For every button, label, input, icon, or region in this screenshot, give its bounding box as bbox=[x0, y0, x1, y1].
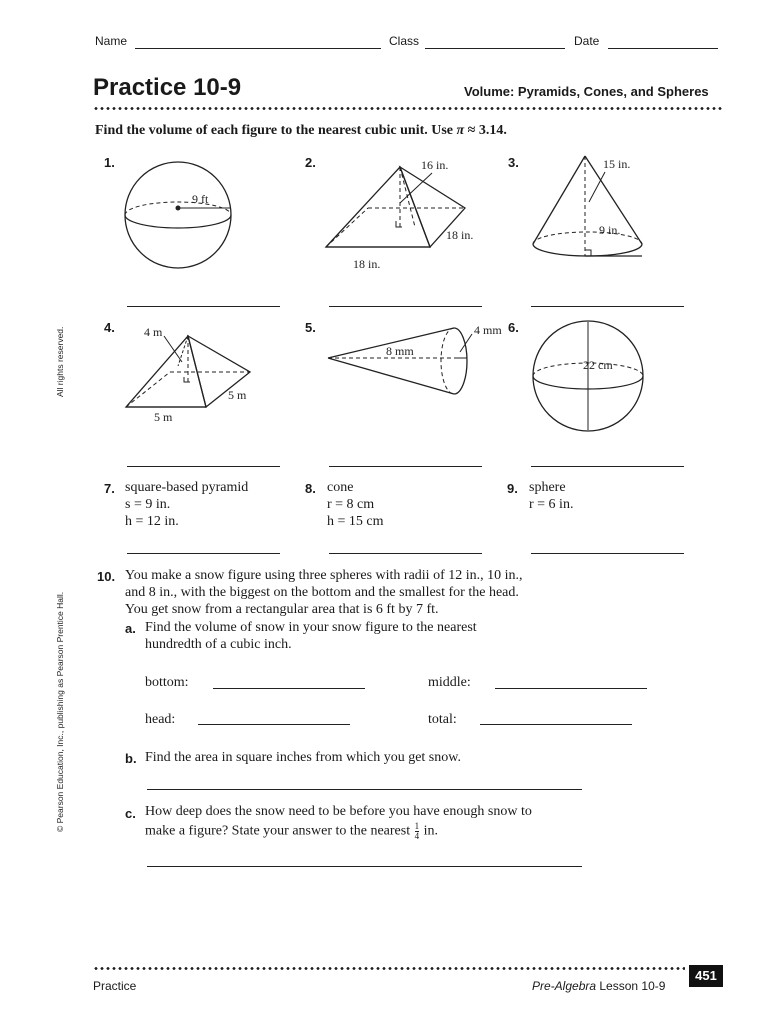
total-label: total: bbox=[428, 712, 457, 727]
head-answer-line[interactable] bbox=[198, 724, 350, 725]
problem-number-2: 2. bbox=[305, 155, 316, 170]
figure-4-slant-label: 4 m bbox=[144, 325, 163, 339]
problem-7-param-1: s = 9 in. bbox=[125, 497, 171, 512]
problem-9-param-1: r = 6 in. bbox=[529, 497, 574, 512]
part-b-text: Find the area in square inches from which you get snow. bbox=[145, 750, 461, 765]
problem-8-param-2: h = 15 cm bbox=[327, 514, 384, 529]
problem-number-7: 7. bbox=[104, 481, 115, 496]
problem-number-4: 4. bbox=[104, 320, 115, 335]
figure-3-radius-label: 9 in. bbox=[599, 223, 621, 237]
part-c-text-2-post: in. bbox=[423, 823, 439, 839]
answer-line-6[interactable] bbox=[531, 466, 684, 467]
footer-divider bbox=[93, 967, 685, 970]
class-field[interactable] bbox=[425, 48, 565, 49]
date-label: Date bbox=[574, 34, 600, 48]
answer-line-7[interactable] bbox=[127, 553, 280, 554]
answer-line-3[interactable] bbox=[531, 306, 684, 307]
pi-symbol: π bbox=[456, 123, 465, 138]
pyramid-figure-2 bbox=[320, 155, 490, 275]
part-c-text-1: How deep does the snow need to be before you have enough snow to bbox=[145, 804, 532, 819]
part-b-answer-line[interactable] bbox=[147, 789, 582, 790]
answer-line-5[interactable] bbox=[329, 466, 482, 467]
problem-7-param-2: h = 12 in. bbox=[125, 514, 179, 529]
cone-figure-5 bbox=[322, 322, 512, 402]
part-a-text-2: hundredth of a cubic inch. bbox=[145, 637, 292, 652]
figure-2-width-label: 18 in. bbox=[353, 257, 381, 271]
part-b-label: b. bbox=[125, 751, 137, 766]
footer-book-title: Pre-Algebra bbox=[532, 979, 597, 993]
problem-10-text-3: You get snow from a rectangular area that is 6 ft by 7 ft. bbox=[125, 602, 439, 617]
sphere-figure-6 bbox=[525, 318, 655, 436]
bottom-answer-line[interactable] bbox=[213, 688, 365, 689]
footer-lesson-info bbox=[532, 979, 665, 993]
approx-text: ≈ 3.14. bbox=[467, 123, 507, 138]
problem-number-8: 8. bbox=[305, 481, 316, 496]
figure-2-height-label: 16 in. bbox=[421, 158, 449, 172]
problem-8-param-1: r = 8 cm bbox=[327, 497, 375, 512]
page-number-badge: 451 bbox=[689, 965, 723, 987]
answer-line-4[interactable] bbox=[127, 466, 280, 467]
problem-10-text-2: and 8 in., with the biggest on the bottom and the smallest for the head. bbox=[125, 585, 519, 600]
problem-9-shape: sphere bbox=[529, 480, 566, 495]
figure-4-depth-label: 5 m bbox=[228, 388, 247, 402]
part-c-text-2 bbox=[145, 822, 438, 841]
part-c-answer-line[interactable] bbox=[147, 866, 582, 867]
figure-4-width-label: 5 m bbox=[154, 410, 173, 424]
total-answer-line[interactable] bbox=[480, 724, 632, 725]
problem-10-text-1: You make a snow figure using three spheres with radii of 12 in., 10 in., bbox=[125, 568, 523, 583]
problem-number-1: 1. bbox=[104, 155, 115, 170]
figure-2-depth-label: 18 in. bbox=[446, 228, 474, 242]
figure-3-height-label: 15 in. bbox=[603, 157, 631, 171]
part-a-label: a. bbox=[125, 621, 136, 636]
page-subtitle: Volume: Pyramids, Cones, and Spheres bbox=[464, 84, 709, 99]
figure-1-radius-label: 9 ft bbox=[192, 192, 209, 206]
problem-number-3: 3. bbox=[508, 155, 519, 170]
figure-6-diameter-label: 22 cm bbox=[583, 358, 613, 372]
pyramid-figure-4 bbox=[120, 322, 260, 427]
cone-figure-3 bbox=[525, 152, 655, 267]
part-a-text-1: Find the volume of snow in your snow figure to the nearest bbox=[145, 620, 477, 635]
name-label: Name bbox=[95, 34, 128, 48]
fraction-denominator: 4 bbox=[414, 831, 420, 841]
part-c-text-2-pre: make a figure? State your answer to the nearest bbox=[145, 823, 411, 839]
name-field[interactable] bbox=[135, 48, 381, 49]
middle-answer-line[interactable] bbox=[495, 688, 647, 689]
copyright-text: © Pearson Education, Inc., publishing as Pearson Prentice Hall. bbox=[55, 591, 65, 832]
instructions-text: Find the volume of each figure to the nearest cubic unit. Use bbox=[95, 123, 454, 138]
footer-lesson: Lesson 10-9 bbox=[599, 979, 666, 993]
figure-5-radius-label: 4 mm bbox=[474, 323, 502, 337]
problem-number-9: 9. bbox=[507, 481, 518, 496]
sphere-figure-1 bbox=[120, 155, 240, 275]
problem-number-6: 6. bbox=[508, 320, 519, 335]
fraction-numerator: 1 bbox=[414, 821, 420, 831]
instructions bbox=[95, 123, 507, 139]
answer-line-9[interactable] bbox=[531, 553, 684, 554]
page-title: Practice 10-9 bbox=[93, 74, 242, 101]
bottom-label: bottom: bbox=[145, 675, 189, 690]
problem-number-10: 10. bbox=[97, 569, 116, 584]
answer-line-1[interactable] bbox=[127, 306, 280, 307]
figure-5-height-label: 8 mm bbox=[386, 344, 414, 358]
date-field[interactable] bbox=[608, 48, 718, 49]
head-label: head: bbox=[145, 712, 176, 727]
problem-7-shape: square-based pyramid bbox=[125, 480, 249, 495]
problem-number-5: 5. bbox=[305, 320, 316, 335]
middle-label: middle: bbox=[428, 675, 471, 690]
answer-line-8[interactable] bbox=[329, 553, 482, 554]
problem-8-shape: cone bbox=[327, 480, 354, 495]
rights-reserved-text: All rights reserved. bbox=[55, 326, 65, 397]
footer-practice-label: Practice bbox=[93, 979, 137, 993]
part-c-label: c. bbox=[125, 806, 136, 821]
header-divider bbox=[93, 107, 723, 110]
answer-line-2[interactable] bbox=[329, 306, 482, 307]
one-quarter-fraction bbox=[415, 822, 420, 841]
class-label: Class bbox=[389, 34, 420, 48]
